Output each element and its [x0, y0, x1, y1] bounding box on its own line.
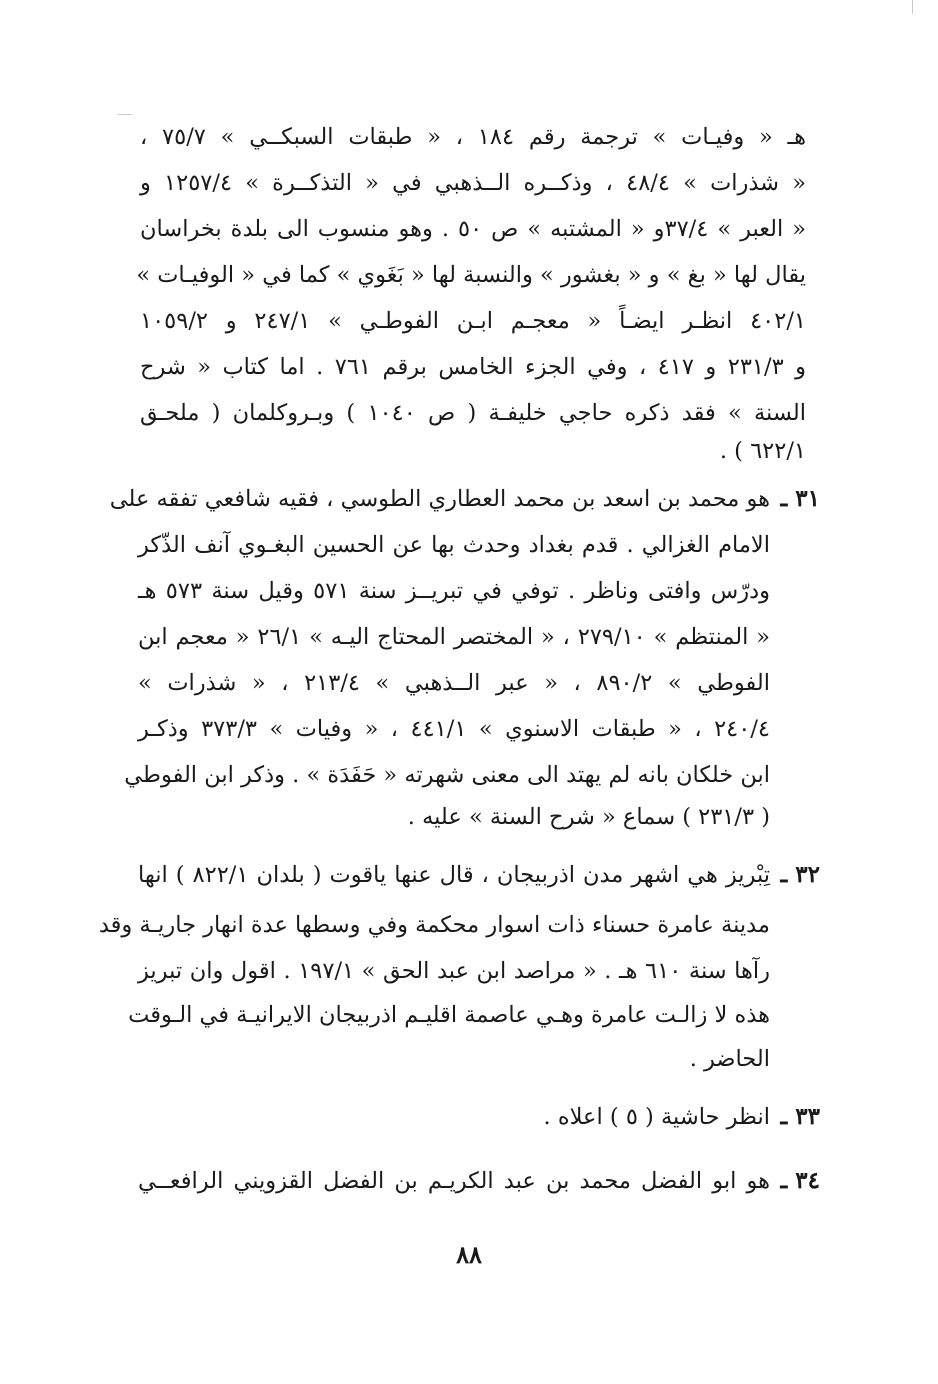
note-number: ٣٤ ـ — [780, 1167, 820, 1194]
note-line: الحاضر . — [689, 1046, 770, 1072]
note-line: « المنتظم » ٢٧٩/١٠ ، « المختصر المحتاج اليـه » ٢٦/١ « معجم ابن — [138, 624, 770, 650]
note-line: ابن خلكان بانه لم يهتد الى معنى شهرته « حَفَدَة » . وذكر ابن الفوطي — [124, 762, 770, 788]
note-line: ودرّس وافتى وناظر . توفي في تبريــز سنة ٥٧١ وقيل سنة ٥٧٣ هـ — [138, 578, 770, 604]
note-number: ٣١ ـ — [780, 485, 820, 512]
note-line: ( ٢٣١/٣ ) سماع « شرح السنة » عليه . — [407, 804, 770, 830]
note-line: مدينة عامرة حسناء ذات اسوار محكمة وفي وسطها عدة انهار جاريـة وقد — [98, 912, 770, 938]
scan-mark-top-right — [912, 0, 913, 14]
note-number: ٣٣ ـ — [780, 1103, 820, 1130]
note-line: هو محمد بن اسعد بن محمد العطاري الطوسي ، فقيه شافعي تفقه على — [109, 486, 770, 512]
note-line: و ٢٣١/٣ و ٤١٧ ، وفي الجزء الخامس برقم ٧٦١ . اما كتاب « شرح — [140, 354, 807, 380]
note-line: ٢٤٠/٤ ، « طبقات الاسنوي » ٤٤١/١ ، « وفيات » ٣٧٣/٣ وذكـر — [138, 716, 770, 742]
note-line: انظر حاشية ( ٥ ) اعلاه . — [543, 1104, 770, 1130]
note-line: ٤٠٢/١ انظـر ايضـاً « معجـم ابـن الفوطـي » ٢٤٧/١ و ١٠٥٩/٢ — [140, 308, 806, 334]
note-line: رآها سنة ٦١٠ هـ . « مراصد ابن عبد الحق » ١٩٧/١ . اقول وان تبريز — [138, 958, 770, 984]
note-line: السنة » فقد ذكره حاجي خليفـة ( ص ١٠٤٠ ) وبـروكلمان ( ملحـق — [140, 400, 806, 426]
page-number: ٨٨ — [456, 1240, 482, 1269]
scan-mark-top-left — [118, 114, 132, 115]
note-line: الفوطي » ٨٩٠/٢ ، « عبر الــذهبي » ٢١٣/٤ ، « شذرات » — [138, 670, 770, 696]
note-line: ٦٢٢/١ ) . — [719, 438, 806, 464]
note-line: هـ « وفيـات » ترجمة رقم ١٨٤ ، « طبقات السبكــي » ٧٥/٧ ، — [140, 124, 806, 150]
note-line: « العبر » ٣٧/٤و « المشتبه » ص ٥٠ . وهو منسوب الى بلدة بخراسان — [140, 216, 806, 242]
note-line: هذه لا زالـت عامرة وهـي عاصمة اقليـم اذربيجان الايرانيـة في الـوقت — [128, 1002, 770, 1028]
note-line: هو ابو الفضل محمد بن عبد الكريـم بن الفضل القزويني الرافعــي — [138, 1168, 770, 1194]
note-line: الامام الغزالي . قدم بغداد وحدث بها عن الحسين البغـوي آنف الذّكر — [138, 532, 770, 558]
note-number: ٣٢ ـ — [780, 861, 820, 888]
note-line: « شذرات » ٤٨/٤ ، وذكــره الــذهبي في « التذكــرة » ١٢٥٧/٤ و — [140, 170, 806, 196]
note-line: يقال لها « بغ » و « بغشور » والنسبة لها « بَغَوي » كما في « الوفيـات » — [136, 262, 806, 288]
note-line: تِبْريز هي اشهر مدن اذربيجان ، قال عنها ياقوت ( بلدان ٨٢٢/١ ) انها — [138, 862, 771, 888]
